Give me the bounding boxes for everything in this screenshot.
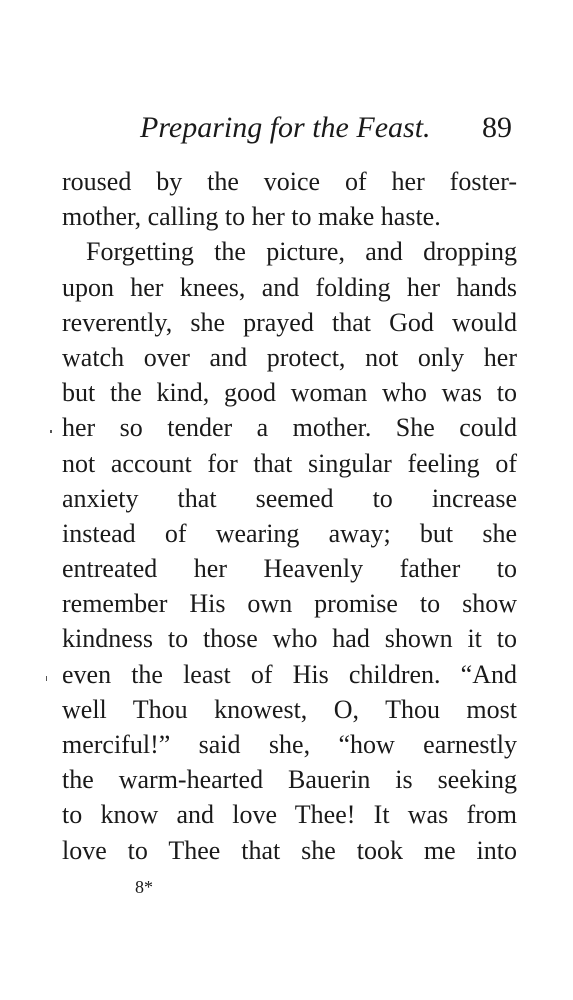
text-line: well Thou knowest, O, Thou most	[62, 694, 517, 724]
text-line: anxiety that seemed to increase	[62, 483, 517, 513]
text-line: her so tender a mother. She could	[62, 413, 517, 443]
text-line: mother, calling to her to make haste.	[62, 202, 441, 232]
text-line: entreated her Heavenly father to	[62, 554, 517, 584]
text-line: reverently, she prayed that God would	[62, 307, 517, 337]
text-line: to know and love Thee! It was from	[62, 800, 517, 830]
text-line: not account for that singular feeling of	[62, 448, 517, 478]
running-header	[0, 110, 573, 146]
text-line: Forgetting the picture, and dropping	[86, 237, 517, 267]
text-line: even the least of His children. “And	[62, 659, 517, 689]
running-title: Preparing for the Feast.	[140, 111, 431, 144]
text-line: upon her knees, and folding her hands	[62, 272, 517, 302]
signature-mark: 8*	[135, 877, 153, 897]
page-number: 89	[482, 111, 512, 144]
text-line: instead of wearing away; but she	[62, 518, 517, 548]
print-speck	[46, 676, 47, 681]
text-line: watch over and protect, not only her	[62, 342, 517, 372]
print-speck	[50, 430, 52, 433]
text-line: remember His own promise to show	[62, 589, 517, 619]
text-line: roused by the voice of her foster-	[62, 167, 517, 196]
text-line: the warm-hearted Bauerin is seeking	[62, 765, 517, 795]
text-line: kindness to those who had shown it to	[62, 624, 517, 654]
body-text	[62, 164, 517, 868]
text-line: merciful!” said she, “how earnestly	[62, 730, 517, 759]
text-line: love to Thee that she took me into	[62, 835, 517, 865]
text-line: but the kind, good woman who was to	[62, 378, 517, 408]
